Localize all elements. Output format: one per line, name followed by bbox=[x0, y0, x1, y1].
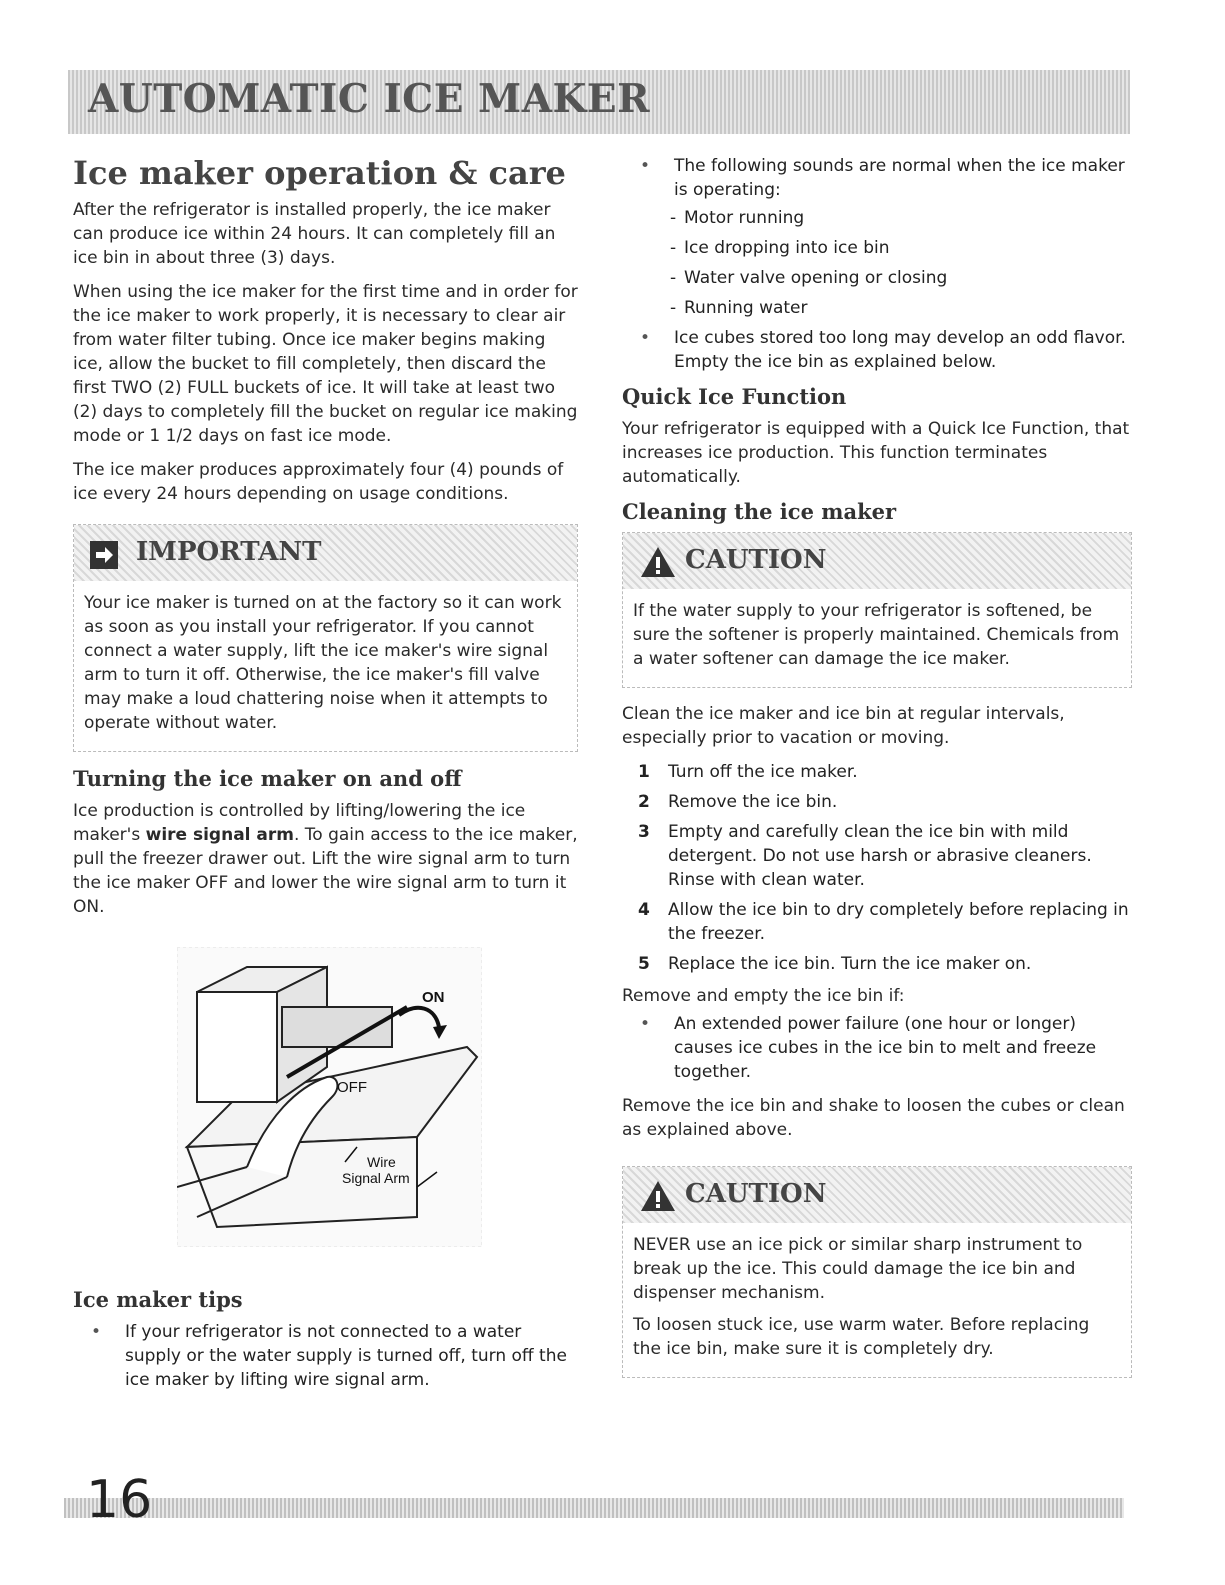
off-label: OFF bbox=[337, 1079, 367, 1096]
step-number: 5 bbox=[638, 954, 650, 974]
first-use-paragraph: When using the ice maker for the first time and in order for the ice maker to work properly, it is necessary to clear air from water filter tubing. Once ice maker begins making ice, allow the bucket to fill completely, then discard the first TWO (2) FULL buckets of ice. It will take at least two (2) days to completely fill the bucket on regular ice making mode or 1 1/2 days on fast ice mode. bbox=[73, 282, 578, 446]
remove-list bbox=[622, 1012, 1132, 1084]
step-text: Replace the ice bin. Turn the ice maker on. bbox=[668, 954, 1032, 974]
section-banner bbox=[68, 70, 1130, 134]
list-item bbox=[622, 820, 1132, 892]
step-number: 2 bbox=[638, 792, 650, 812]
step-text: Allow the ice bin to dry completely before replacing in the freezer. bbox=[668, 900, 1129, 944]
left-column bbox=[73, 154, 578, 1402]
list-item bbox=[622, 898, 1132, 946]
caution-label-2: CAUTION bbox=[685, 1179, 827, 1209]
production-paragraph: The ice maker produces approximately four (4) pounds of ice every 24 hours depending on usage conditions. bbox=[73, 460, 564, 504]
remove-shake-text: Remove the ice bin and shake to loosen the cubes or clean as explained above. bbox=[622, 1096, 1125, 1140]
on-label: ON bbox=[422, 989, 445, 1006]
step-number: 4 bbox=[638, 900, 650, 920]
caution-text-1: If the water supply to your refrigerator is softened, be sure the softener is properly maintained. Chemicals from a water softener can damage the ice maker. bbox=[633, 601, 1120, 669]
warning-icon bbox=[639, 1179, 677, 1213]
ice-maker-illustration bbox=[177, 947, 482, 1247]
arrow-right-icon bbox=[90, 541, 118, 569]
page-number: 16 bbox=[86, 1470, 153, 1530]
caution-header-1 bbox=[623, 533, 1131, 589]
important-label: IMPORTANT bbox=[136, 537, 322, 567]
sounds-list bbox=[622, 154, 1132, 202]
list-item: - Motor running bbox=[622, 206, 1132, 230]
list-item: - Ice dropping into ice bin bbox=[622, 236, 1132, 260]
page-title: Ice maker operation & care bbox=[73, 154, 566, 192]
warning-icon bbox=[639, 545, 677, 579]
list-item: • If your refrigerator is not connected to a water supply or the water supply is turned off, turn off the ice maker by lifting wire signal arm. bbox=[73, 1320, 578, 1392]
cleaning-steps bbox=[622, 760, 1132, 976]
caution-label-1: CAUTION bbox=[685, 545, 827, 575]
caution-callout-2 bbox=[622, 1166, 1132, 1378]
important-callout bbox=[73, 524, 578, 752]
list-item: - Running water bbox=[622, 296, 1132, 320]
quick-ice-heading: Quick Ice Function bbox=[622, 384, 847, 409]
caution-text-2b: To loosen stuck ice, use warm water. Before replacing the ice bin, make sure it is completely dry. bbox=[633, 1315, 1090, 1359]
step-text: Turn off the ice maker. bbox=[668, 762, 858, 782]
right-column bbox=[622, 154, 1132, 1392]
cleaning-intro: Clean the ice maker and ice bin at regular intervals, especially prior to vacation or moving. bbox=[622, 704, 1065, 748]
sounds-sublist bbox=[622, 206, 1132, 320]
caution-header-2 bbox=[623, 1167, 1131, 1223]
list-item: • An extended power failure (one hour or longer) causes ice cubes in the ice bin to melt and freeze together. bbox=[622, 1012, 1132, 1084]
turning-paragraph bbox=[73, 799, 578, 919]
turning-heading: Turning the ice maker on and off bbox=[73, 766, 462, 791]
signal-arm-label: Signal Arm bbox=[342, 1170, 410, 1186]
wire-signal-arm-term: wire signal arm bbox=[145, 825, 294, 845]
list-item: • The following sounds are normal when the ice maker is operating: bbox=[622, 154, 1132, 202]
remove-if-text: Remove and empty the ice bin if: bbox=[622, 986, 905, 1006]
footer-bar bbox=[64, 1498, 1124, 1518]
list-item bbox=[622, 952, 1132, 976]
step-text: Empty and carefully clean the ice bin with mild detergent. Do not use harsh or abrasive cleaners. Rinse with clean water. bbox=[668, 822, 1092, 890]
tips-heading: Ice maker tips bbox=[73, 1287, 243, 1312]
list-item bbox=[622, 760, 1132, 784]
flavor-list bbox=[622, 326, 1132, 374]
list-item bbox=[622, 790, 1132, 814]
turning-text-a: Ice production is controlled by lifting/lowering the ice maker's bbox=[73, 801, 526, 845]
important-text: Your ice maker is turned on at the factory so it can work as soon as you install your refrigerator. If you cannot connect a water supply, lift the ice maker's wire signal arm to turn it off. Otherwise, the ice maker's fill valve may make a loud chattering noise when it attempts to operate without water. bbox=[84, 593, 562, 733]
step-number: 1 bbox=[638, 762, 650, 782]
list-item: - Water valve opening or closing bbox=[622, 266, 1132, 290]
tips-list bbox=[73, 1320, 578, 1392]
intro-paragraph: After the refrigerator is installed properly, the ice maker can produce ice within 24 hours. It can completely fill an ice bin in about three (3) days. bbox=[73, 200, 556, 268]
cleaning-heading: Cleaning the ice maker bbox=[622, 499, 897, 524]
quick-ice-paragraph: Your refrigerator is equipped with a Quick Ice Function, that increases ice production. This function terminates automatically. bbox=[622, 419, 1130, 487]
caution-callout-1 bbox=[622, 532, 1132, 688]
wire-label: Wire bbox=[367, 1154, 396, 1170]
important-header bbox=[74, 525, 577, 581]
section-title: AUTOMATIC ICE MAKER bbox=[88, 76, 650, 122]
step-text: Remove the ice bin. bbox=[668, 792, 838, 812]
step-number: 3 bbox=[638, 822, 650, 842]
turning-text-b: . To gain access to the ice maker, pull the freezer drawer out. Lift the wire signal arm to turn the ice maker OFF and lower the wire signal arm to turn it ON. bbox=[73, 825, 578, 917]
caution-text-2a: NEVER use an ice pick or similar sharp instrument to break up the ice. This could damage the ice bin and dispenser mechanism. bbox=[633, 1235, 1083, 1303]
list-item: • Ice cubes stored too long may develop an odd flavor. Empty the ice bin as explained below. bbox=[622, 326, 1132, 374]
